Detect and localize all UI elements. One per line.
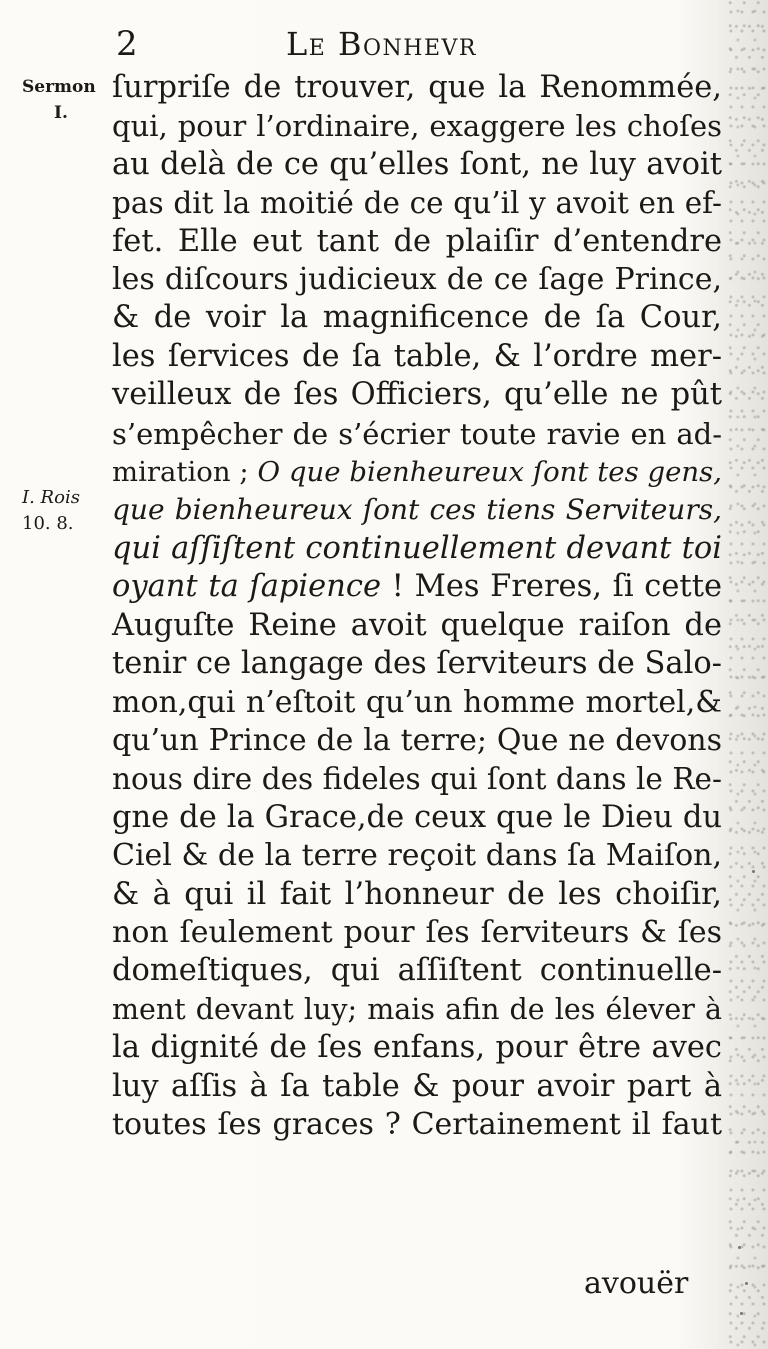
margin-note-sermon-number: I. [54,103,68,123]
text-line: gne de la Grace,de ceux que le Dieu du [112,799,722,835]
margin-note-sermon [22,74,96,126]
text-line: s’empêcher de s’écrier toute ravie en ad- [112,416,722,451]
text-line: non ſeulement pour ſes ſerviteurs & ſes [112,914,722,950]
text-line: au delà de ce qu’elles ſont, ne luy avoit [112,146,722,182]
margin-note-reference-verse: 10. 8. [22,513,74,534]
text-line: la dignité de ſes enfans, pour être avec [112,1030,722,1066]
body-text [112,69,722,1144]
text-line: Ciel & de la terre reçoit dans ſa Maiſon, [112,838,722,874]
text-line [112,568,722,606]
text-line: veilleux de ſes Officiers, qu’elle ne pût [112,377,722,413]
roman-segment: miration ; [112,456,258,489]
text-line: qui, pour l’ordinaire, exaggere les choſes [112,109,722,144]
text-line: qui aſſiſtent continuellement devant toi [112,530,722,566]
page-edge-shadow [726,0,768,1349]
ink-speck [740,1312,743,1315]
running-title: Le Bonhevr [286,25,477,63]
italic-segment: O que bienheureux ſont tes gens, [257,456,722,489]
text-line: fet. Elle eut tant de plaiſir d’entendre [112,223,722,259]
text-line: les diſcours judicieux de ce ſage Prince, [112,262,722,298]
text-line: mon,qui n’eſtoit qu’un homme mortel,& [112,684,722,720]
text-line: ment devant luy; mais afin de les élever à [112,992,722,1026]
roman-segment: ! Mes Freres, ſi cette [381,569,722,605]
margin-note-sermon-label: Sermon [22,77,96,97]
text-line: & à qui il fait l’honneur de les choiſir, [112,876,722,912]
page-number: 2 [116,24,138,64]
text-line: qu’un Prince de la terre; Que ne devons [112,722,722,758]
text-line: que bienheureux ſont ces tiens Serviteurs, [112,493,722,527]
margin-note-reference [22,485,80,537]
text-line: tenir ce langage des ſerviteurs de Salo- [112,646,722,682]
text-line: & de voir la magnificence de ſa Cour, [112,300,722,336]
text-line [112,453,722,491]
running-head [0,24,768,64]
text-line: domeſtiques, qui aſſiſtent continuelle- [112,953,722,989]
text-line: Auguſte Reine avoit quelque raiſon de [112,607,722,643]
text-line: toutes ſes graces ? Certainement il faut [112,1106,722,1142]
margin-note-reference-book: I. Rois [22,487,80,508]
text-line: ſurpriſe de trouver, que la Renommée, [112,70,722,105]
ink-speck [738,1246,741,1249]
ink-speck [752,870,755,873]
text-line: luy aſſis à ſa table & pour avoir part à [112,1068,722,1104]
text-line: pas dit la moitié de ce qu’il y avoit en ef- [112,186,722,221]
italic-segment: oyant ta ſapience [112,569,382,605]
text-line: les ſervices de ſa table, & l’ordre mer- [112,338,722,374]
catchword: avouër [584,1266,689,1301]
ink-speck [745,1282,748,1285]
text-line: nous dire des fideles qui ſont dans le Re- [112,762,722,797]
